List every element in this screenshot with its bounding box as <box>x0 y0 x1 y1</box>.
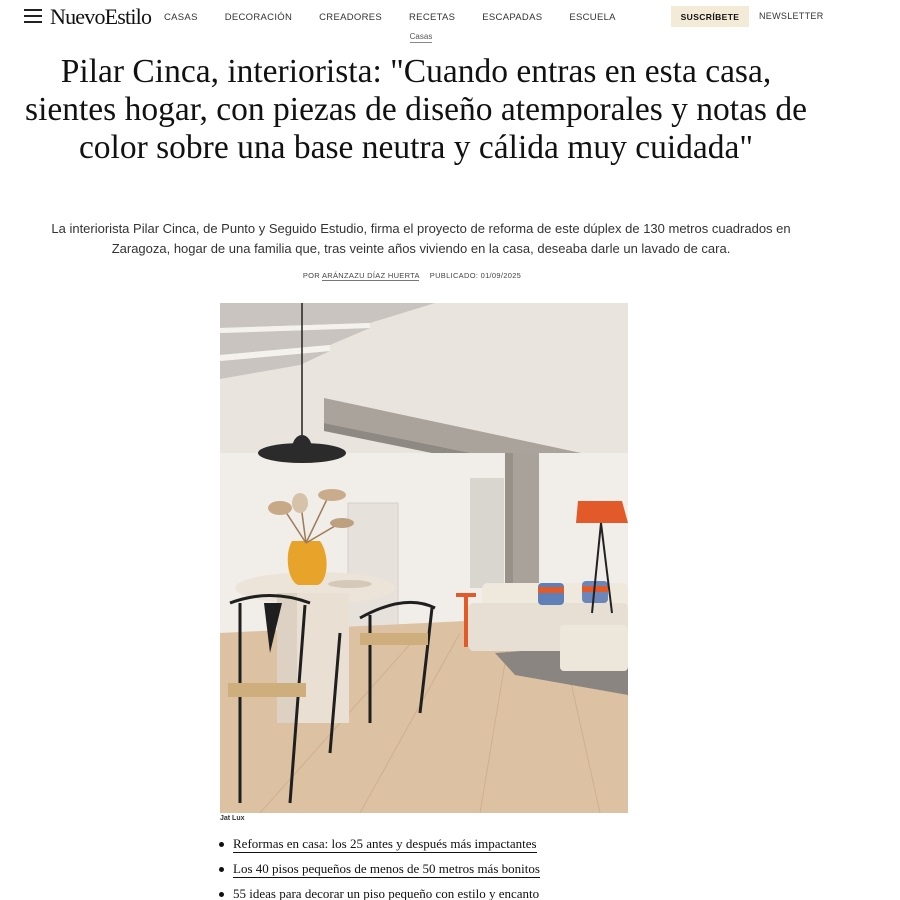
menu-icon[interactable] <box>24 9 42 23</box>
byline-prefix: POR <box>302 271 320 280</box>
site-logo[interactable]: NuevoEstilo <box>50 4 152 29</box>
nav-casas[interactable]: CASAS <box>164 12 198 23</box>
newsletter-link[interactable]: NEWSLETTER <box>759 11 824 21</box>
article-headline: Pilar Cinca, interiorista: "Cuando entras en esta casa, sientes hogar, con piezas de diseño atemporales y notas de color sobre una base neutra y cálida muy cuidada" <box>25 53 807 166</box>
main-nav <box>164 12 643 23</box>
author-link[interactable]: ARÁNZAZU DÍAZ HUERTA <box>321 271 420 280</box>
nav-escapadas[interactable]: ESCAPADAS <box>482 12 543 23</box>
list-item <box>219 861 540 886</box>
hero-photo <box>220 303 628 813</box>
byline <box>0 271 824 280</box>
nav-escuela[interactable]: ESCUELA <box>569 12 616 23</box>
nav-recetas[interactable]: RECETAS <box>409 12 456 23</box>
nav-creadores[interactable]: CREADORES <box>319 12 383 23</box>
section-tag <box>0 32 842 41</box>
photo-credit: Jat Lux <box>220 815 245 822</box>
related-links <box>219 836 540 900</box>
nav-decoracion[interactable]: DECORACIÓN <box>224 12 293 23</box>
list-item <box>219 836 540 861</box>
publish-date: PUBLICADO: 01/09/2025 <box>429 271 522 280</box>
related-link-2[interactable]: Los 40 pisos pequeños de menos de 50 metros más bonitos <box>233 861 540 876</box>
section-link[interactable]: Casas <box>409 32 433 41</box>
article-dek: La interiorista Pilar Cinca, de Punto y Seguido Estudio, firma el proyecto de reforma de este dúplex de 130 metros cuadrados en Zaragoza, hogar de una familia que, tras veinte años viviendo en la casa, deseaba darle un lavado de cara. <box>51 221 791 256</box>
site-header <box>0 0 900 34</box>
related-link-1[interactable]: Reformas en casa: los 25 antes y después más impactantes <box>233 836 537 851</box>
related-link-3[interactable]: 55 ideas para decorar un piso pequeño con estilo y encanto <box>233 886 539 900</box>
subscribe-button[interactable]: SUSCRÍBETE <box>671 6 749 27</box>
list-item <box>219 886 540 900</box>
